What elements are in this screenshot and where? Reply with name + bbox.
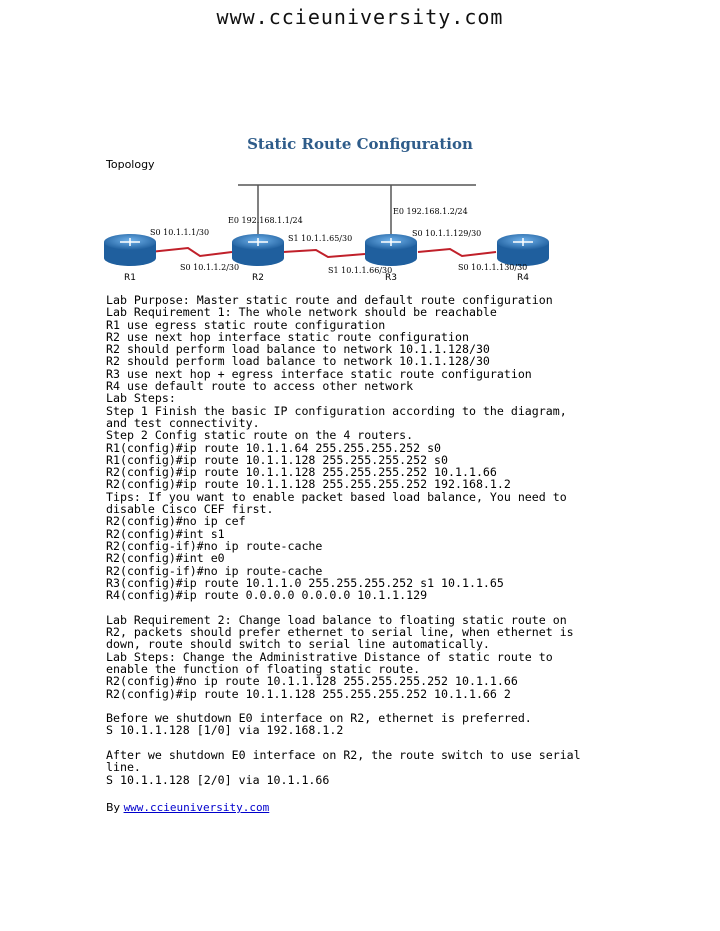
label-r4-s0: S0 10.1.1.130/30: [458, 263, 528, 272]
text-line: R2(config)#no ip route 10.1.1.128 255.255.255.252 10.1.1.66: [106, 674, 518, 689]
text-line: Lab Purpose: Master static route and default route configuration: [106, 293, 553, 307]
text-line: line.: [106, 760, 141, 775]
text-line: R3(config)#ip route 10.1.1.0 255.255.255.252 s1 10.1.1.65: [106, 575, 504, 590]
text-line: S 10.1.1.128 [2/0] via 10.1.1.66: [106, 772, 330, 787]
lab-block-3: [106, 712, 646, 737]
text-line: R2, packets should prefer ethernet to serial line, when ethernet is: [106, 625, 574, 640]
serial-link-r3-r4: [418, 249, 496, 256]
text-line: R2 should perform load balance to network 10.1.1.128/30: [106, 342, 490, 357]
footer: [106, 802, 646, 814]
text-line: R2(config-if)#no ip route-cache: [106, 563, 323, 578]
text-line: S 10.1.1.128 [1/0] via 192.168.1.2: [106, 723, 344, 738]
text-line: R1(config)#ip route 10.1.1.128 255.255.255.252 s0: [106, 452, 449, 467]
document-title: Static Route Configuration: [247, 135, 473, 153]
text-line: disable Cisco CEF first.: [106, 502, 274, 517]
text-line: Lab Steps: Change the Administrative Distance of static route to: [106, 649, 553, 664]
lab-block-4: [106, 749, 646, 786]
text-line: R4 use default route to access other network: [106, 379, 414, 394]
serial-link-r1-r2: [150, 248, 232, 256]
text-line: Lab Steps:: [106, 391, 176, 406]
label-r3-e0: E0 192.168.1.2/24: [393, 207, 468, 216]
label-r3-s0: S0 10.1.1.129/30: [412, 229, 482, 238]
label-r3-s1: S1 10.1.1.66/30: [328, 266, 393, 275]
text-line: R2(config-if)#no ip route-cache: [106, 538, 323, 553]
text-line: down, route should switch to serial line automatically.: [106, 637, 490, 652]
text-line: R4(config)#ip route 0.0.0.0 0.0.0.0 10.1.1.129: [106, 588, 428, 603]
topology-diagram: [0, 170, 720, 290]
text-line: R1(config)#ip route 10.1.1.64 255.255.255.252 s0: [106, 440, 442, 455]
text-line: After we shutdown E0 interface on R2, the route switch to use serial: [106, 747, 581, 762]
router-r1: [104, 234, 156, 266]
text-line: R2 use next hop interface static route configuration: [106, 329, 469, 344]
text-line: R2(config)#ip route 10.1.1.128 255.255.255.252 10.1.1.66: [106, 465, 497, 480]
text-line: R2(config)#ip route 10.1.1.128 255.255.255.252 10.1.1.66 2: [106, 686, 511, 701]
serial-link-r2-r3: [283, 250, 365, 257]
site-header: www.ccieuniversity.com: [216, 5, 504, 29]
label-r2-s0: S0 10.1.1.2/30: [180, 263, 240, 272]
text-line: R3 use next hop + egress interface static route configuration: [106, 366, 532, 381]
text-line: Step 1 Finish the basic IP configuration according to the diagram,: [106, 403, 567, 418]
text-line: R2(config)#int s1: [106, 526, 225, 541]
footer-link[interactable]: www.ccieuniversity.com: [123, 801, 270, 815]
router-r4: [497, 234, 549, 266]
text-line: Lab Requirement 1: The whole network should be reachable: [106, 305, 497, 320]
router-label-r2: R2: [252, 273, 264, 283]
text-line: and test connectivity.: [106, 415, 260, 430]
router-label-r4: R4: [517, 273, 529, 283]
lab-body: [106, 294, 646, 814]
topology-label: Topology: [106, 158, 155, 171]
router-r3: [365, 234, 417, 266]
footer-by: By: [106, 801, 121, 815]
label-r2-s1: S1 10.1.1.65/30: [288, 234, 353, 243]
text-line: Tips: If you want to enable packet based load balance, You need to: [106, 489, 567, 504]
router-label-r3: R3: [385, 273, 397, 283]
text-line: R1 use egress static route configuration: [106, 317, 386, 332]
text-line: enable the function of floating static route.: [106, 661, 421, 676]
text-line: R2(config)#no ip cef: [106, 514, 246, 529]
text-line: Lab Requirement 2: Change load balance to floating static route on: [106, 612, 567, 627]
router-label-r1: R1: [124, 273, 136, 283]
label-r2-e0: E0 192.168.1.1/24: [228, 216, 303, 225]
text-line: R2 should perform load balance to network 10.1.1.128/30: [106, 354, 490, 369]
lab-block-1: [106, 294, 646, 601]
text-line: Step 2 Config static route on the 4 routers.: [106, 428, 414, 443]
text-line: Before we shutdown E0 interface on R2, ethernet is preferred.: [106, 711, 532, 726]
router-r2: [232, 234, 284, 266]
label-r1-s0: S0 10.1.1.1/30: [150, 228, 210, 237]
text-line: R2(config)#int e0: [106, 551, 225, 566]
lab-block-2: [106, 614, 646, 700]
text-line: R2(config)#ip route 10.1.1.128 255.255.255.252 192.168.1.2: [106, 477, 511, 492]
